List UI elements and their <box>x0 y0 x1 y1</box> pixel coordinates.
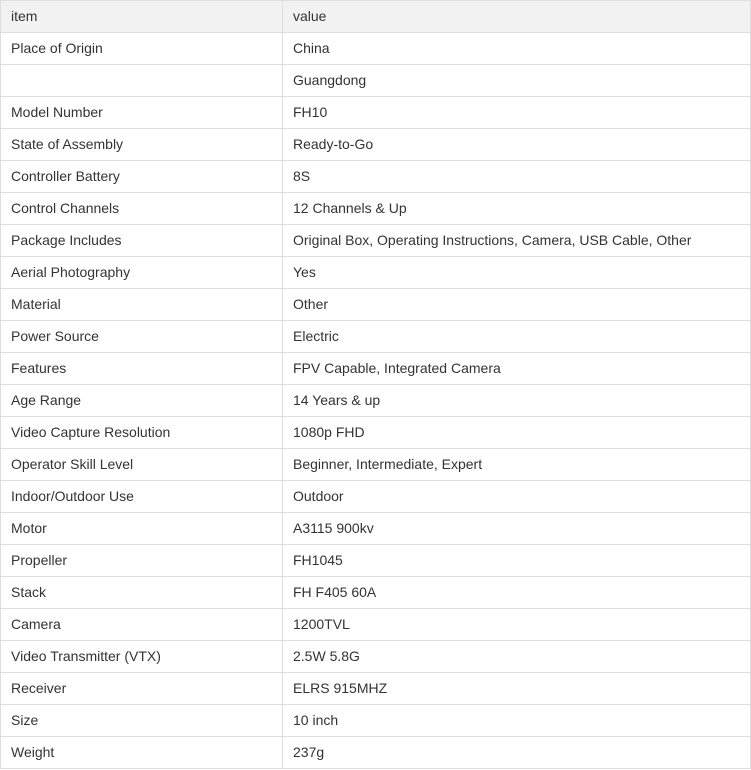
row-value-cell: FH1045 <box>283 545 751 577</box>
table-row <box>1 97 751 129</box>
row-value-cell: 1200TVL <box>283 609 751 641</box>
table-row <box>1 417 751 449</box>
row-item-cell: Indoor/Outdoor Use <box>1 481 283 513</box>
table-row <box>1 257 751 289</box>
row-item-cell: Propeller <box>1 545 283 577</box>
row-item-cell: Model Number <box>1 97 283 129</box>
row-item-cell: Video Capture Resolution <box>1 417 283 449</box>
row-value-cell: China <box>283 33 751 65</box>
row-item-cell <box>1 65 283 97</box>
table-row <box>1 513 751 545</box>
row-value-cell: A3115 900kv <box>283 513 751 545</box>
table-row <box>1 161 751 193</box>
table-row <box>1 481 751 513</box>
table-row <box>1 641 751 673</box>
table-row <box>1 737 751 769</box>
table-row <box>1 385 751 417</box>
row-item-cell: Place of Origin <box>1 33 283 65</box>
row-value-cell: Outdoor <box>283 481 751 513</box>
row-value-cell: Ready-to-Go <box>283 129 751 161</box>
table-row <box>1 577 751 609</box>
row-item-cell: Motor <box>1 513 283 545</box>
row-value-cell: Electric <box>283 321 751 353</box>
row-value-cell: Beginner, Intermediate, Expert <box>283 449 751 481</box>
table-row <box>1 545 751 577</box>
table-row <box>1 33 751 65</box>
row-item-cell: Video Transmitter (VTX) <box>1 641 283 673</box>
table-row <box>1 609 751 641</box>
row-item-cell: Material <box>1 289 283 321</box>
row-value-cell: FPV Capable, Integrated Camera <box>283 353 751 385</box>
row-item-cell: Control Channels <box>1 193 283 225</box>
row-value-cell: Guangdong <box>283 65 751 97</box>
row-item-cell: Features <box>1 353 283 385</box>
row-value-cell: ELRS 915MHZ <box>283 673 751 705</box>
table-row <box>1 225 751 257</box>
header-value: value <box>283 1 751 33</box>
header-item: item <box>1 1 283 33</box>
row-value-cell: Yes <box>283 257 751 289</box>
row-item-cell: Age Range <box>1 385 283 417</box>
row-item-cell: Controller Battery <box>1 161 283 193</box>
row-item-cell: Package Includes <box>1 225 283 257</box>
spec-table-body <box>1 1 751 769</box>
row-value-cell: 10 inch <box>283 705 751 737</box>
row-item-cell: Size <box>1 705 283 737</box>
table-row <box>1 129 751 161</box>
table-row <box>1 449 751 481</box>
row-item-cell: Operator Skill Level <box>1 449 283 481</box>
table-row <box>1 321 751 353</box>
table-row <box>1 353 751 385</box>
row-value-cell: Other <box>283 289 751 321</box>
row-item-cell: Weight <box>1 737 283 769</box>
row-value-cell: 237g <box>283 737 751 769</box>
row-value-cell: FH F405 60A <box>283 577 751 609</box>
table-row <box>1 289 751 321</box>
row-value-cell: 12 Channels & Up <box>283 193 751 225</box>
row-item-cell: State of Assembly <box>1 129 283 161</box>
table-row <box>1 673 751 705</box>
row-value-cell: 2.5W 5.8G <box>283 641 751 673</box>
row-value-cell: 1080p FHD <box>283 417 751 449</box>
row-item-cell: Camera <box>1 609 283 641</box>
row-value-cell: 14 Years & up <box>283 385 751 417</box>
table-row <box>1 193 751 225</box>
table-row <box>1 705 751 737</box>
table-row <box>1 65 751 97</box>
row-item-cell: Aerial Photography <box>1 257 283 289</box>
row-item-cell: Stack <box>1 577 283 609</box>
table-header-row <box>1 1 751 33</box>
row-value-cell: 8S <box>283 161 751 193</box>
row-value-cell: Original Box, Operating Instructions, Camera, USB Cable, Other <box>283 225 751 257</box>
row-value-cell: FH10 <box>283 97 751 129</box>
row-item-cell: Receiver <box>1 673 283 705</box>
row-item-cell: Power Source <box>1 321 283 353</box>
